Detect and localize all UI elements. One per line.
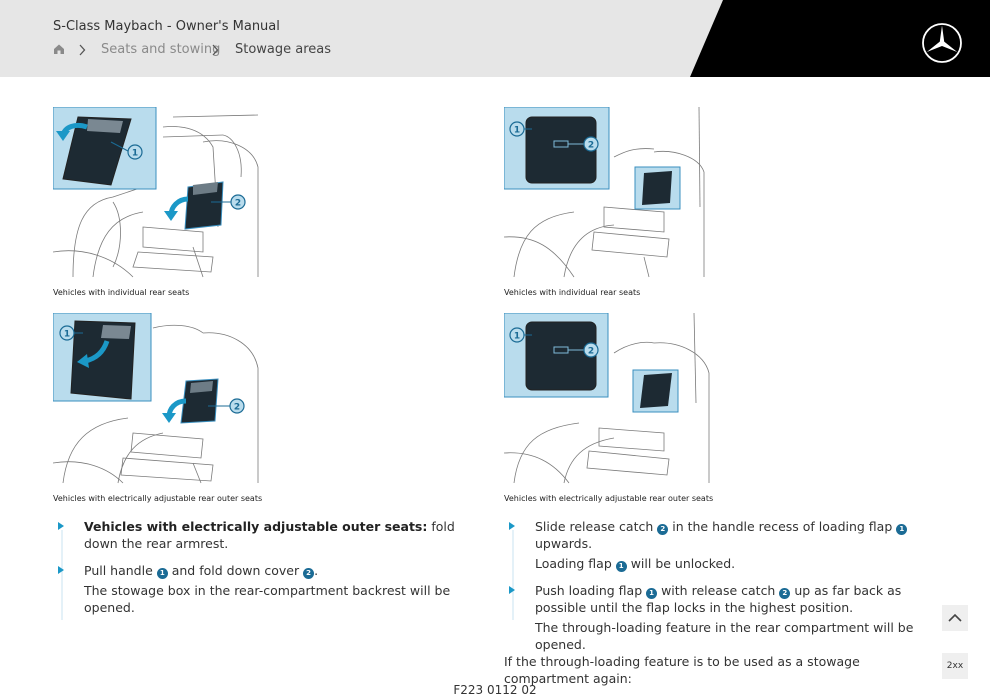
chevron-right-icon (211, 44, 219, 56)
figure-individual-seats-through-loading (504, 107, 712, 279)
step-arrow-icon (58, 522, 64, 530)
chevron-right-icon (78, 44, 86, 56)
instruction-step (504, 518, 924, 572)
manual-title: S-Class Maybach - Owner's Manual (53, 19, 280, 34)
home-icon[interactable] (53, 43, 65, 55)
callout-2: 2 (587, 346, 595, 357)
number-marker: 2 (657, 524, 668, 535)
chevron-up-icon (942, 605, 968, 631)
mercedes-star-logo (921, 22, 963, 64)
box-open-illustration (185, 182, 223, 229)
page-number: 2xx (942, 653, 968, 679)
scroll-to-top-button[interactable] (942, 605, 968, 631)
step-result (535, 555, 924, 572)
step-text: with release catch (657, 583, 780, 598)
callout-2: 2 (587, 140, 595, 151)
callout-1: 1 (63, 329, 71, 340)
callout-2: 2 (234, 198, 242, 209)
number-marker: 2 (303, 568, 314, 579)
figure-caption: Vehicles with individual rear seats (53, 288, 190, 297)
instruction-step (53, 518, 473, 552)
callout-1: 1 (513, 125, 521, 136)
step-text: fold down the rear armrest. (84, 519, 455, 551)
figure-code: F223 0112 02 (453, 683, 537, 697)
figure-electric-seats-through-loading (504, 313, 712, 485)
number-marker: 1 (896, 524, 907, 535)
instructions-left (53, 518, 473, 616)
step-text: Push loading flap (535, 583, 647, 598)
breadcrumb-current: Stowage areas (235, 42, 332, 57)
figure-electric-seats-box (53, 313, 261, 485)
step-result: The through-loading feature in the rear compartment will be opened. (535, 620, 914, 652)
step-arrow-icon (509, 586, 515, 594)
figure-caption: Vehicles with electrically adjustable rear outer seats (53, 494, 263, 503)
step-text: Pull handle (84, 563, 157, 578)
number-marker: 1 (616, 561, 627, 572)
step-text: up as far back as possible until the flap locks in the highest position. (535, 583, 902, 615)
step-text: and fold down cover (167, 563, 304, 578)
step-arrow-icon (58, 566, 64, 574)
callout-1: 1 (513, 331, 521, 342)
number-marker: 1 (157, 568, 168, 579)
step-text: Loading flap (535, 556, 616, 571)
figure-caption: Vehicles with electrically adjustable rear outer seats (504, 494, 714, 503)
step-condition: Vehicles with electrically adjustable outer seats: (84, 519, 428, 534)
step-text: Slide release catch (535, 519, 658, 534)
step-text: in the handle recess of loading flap (668, 519, 897, 534)
step-arrow-icon (509, 522, 515, 530)
number-marker: 2 (779, 588, 790, 599)
followup-text: If the through-loading feature is to be used as a stowage compartment again: (504, 654, 860, 686)
page-header (0, 0, 990, 77)
step-text: upwards. (535, 536, 593, 551)
step-text: . (314, 563, 319, 578)
callout-2: 2 (233, 402, 241, 413)
instructions-right (504, 518, 924, 687)
instruction-step (53, 562, 473, 616)
figure-individual-seats-box (53, 107, 261, 279)
number-marker: 1 (646, 588, 657, 599)
step-result: The stowage box in the rear-compartment backrest will be opened. (84, 583, 451, 615)
instruction-step (504, 582, 924, 653)
step-text: will be unlocked. (626, 556, 736, 571)
callout-1: 1 (131, 148, 139, 159)
breadcrumb-seats-and-stowing[interactable]: Seats and stowing (101, 42, 221, 57)
figure-caption: Vehicles with individual rear seats (504, 288, 641, 297)
